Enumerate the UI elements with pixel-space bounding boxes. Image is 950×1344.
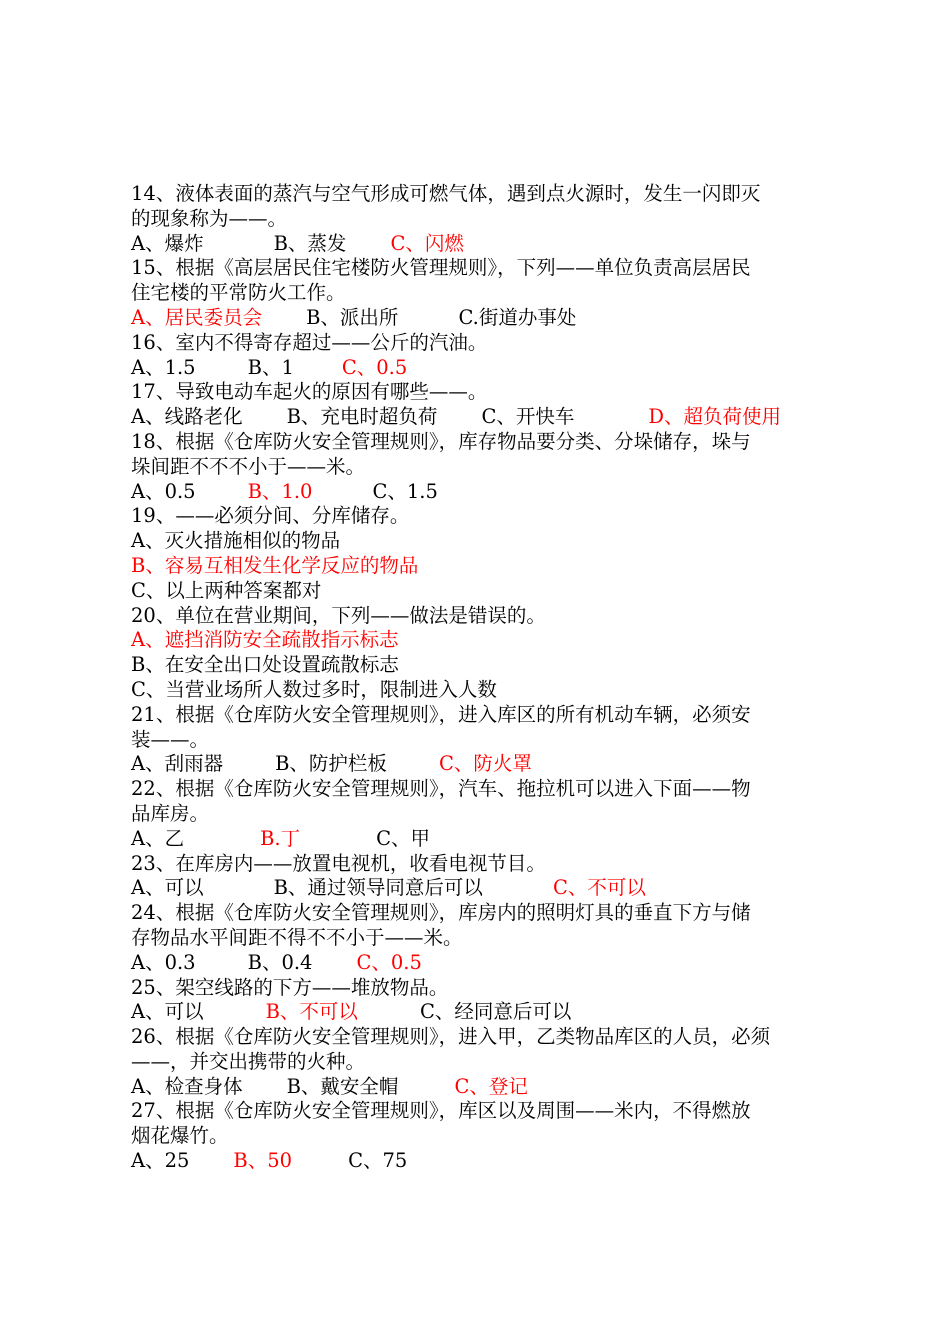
answer-option: A、可以 bbox=[131, 1000, 204, 1024]
answer-option: B、通过领导同意后可以 bbox=[273, 876, 483, 900]
question-text-line: 17、导致电动车起火的原因有哪些——。 bbox=[131, 380, 488, 404]
question-item bbox=[131, 604, 841, 703]
correct-answer-option: B、1.0 bbox=[247, 479, 313, 503]
question-list bbox=[131, 182, 841, 1174]
question-text-line: 24、根据《仓库防火安全管理规则》，库房内的照明灯具的垂直下方与储 bbox=[131, 901, 751, 925]
option-row bbox=[131, 951, 841, 976]
option-row bbox=[131, 876, 841, 901]
question-text-line: ——，并交出携带的火种。 bbox=[131, 1049, 366, 1073]
correct-answer-option: B.丁 bbox=[260, 826, 301, 850]
question-item bbox=[131, 1099, 841, 1173]
answer-option: A、1.5 bbox=[131, 355, 196, 379]
answer-option: A、检查身体 bbox=[131, 1074, 243, 1098]
question-text-line: 15、根据《高层居民住宅楼防火管理规则》，下列——单位负责高层居民 bbox=[131, 256, 751, 280]
answer-option: C、以上两种答案都对 bbox=[131, 578, 322, 602]
option-row bbox=[131, 1149, 841, 1174]
question-text-line: 19、——必须分间、分库储存。 bbox=[131, 504, 410, 528]
question-item bbox=[131, 901, 841, 975]
answer-option: B、戴安全帽 bbox=[286, 1074, 399, 1098]
option-row bbox=[131, 405, 841, 430]
answer-option: C、开快车 bbox=[481, 405, 575, 429]
answer-option: A、0.3 bbox=[131, 950, 196, 974]
question-text-line: 存物品水平间距不得不不小于——米。 bbox=[131, 925, 463, 949]
option-row bbox=[131, 752, 841, 777]
answer-option: C、甲 bbox=[376, 826, 431, 850]
option-row bbox=[131, 356, 841, 381]
answer-option: A、灭火措施相似的物品 bbox=[131, 529, 341, 553]
answer-option: B、派出所 bbox=[306, 305, 399, 329]
question-item bbox=[131, 703, 841, 777]
question-text-line: 的现象称为——。 bbox=[131, 206, 288, 230]
answer-option: C、当营业场所人数过多时，限制进入人数 bbox=[131, 677, 497, 701]
question-text-line: 18、根据《仓库防火安全管理规则》，库存物品要分类、分垛储存，垛与 bbox=[131, 429, 751, 453]
answer-option: B、在安全出口处设置疏散标志 bbox=[131, 653, 399, 677]
correct-answer-option: B、不可以 bbox=[265, 1000, 358, 1024]
question-item bbox=[131, 182, 841, 256]
question-text-line: 26、根据《仓库防火安全管理规则》，进入甲，乙类物品库区的人员，必须 bbox=[131, 1025, 771, 1049]
correct-answer-option: A、居民委员会 bbox=[131, 305, 263, 329]
answer-option: B、蒸发 bbox=[273, 231, 347, 255]
question-text-line: 14、液体表面的蒸汽与空气形成可燃气体，遇到点火源时，发生一闪即灭 bbox=[131, 182, 761, 205]
question-text-line: 烟花爆竹。 bbox=[131, 1124, 229, 1148]
answer-option: A、0.5 bbox=[131, 479, 196, 503]
answer-option: B、防护栏板 bbox=[275, 752, 387, 776]
correct-answer-option: C、0.5 bbox=[341, 355, 408, 379]
option-row bbox=[131, 306, 841, 331]
answer-option: A、刮雨器 bbox=[131, 752, 224, 776]
answer-option: A、可以 bbox=[131, 876, 204, 900]
correct-answer-option: C、防火罩 bbox=[438, 752, 532, 776]
option-row bbox=[131, 1075, 841, 1100]
correct-answer-option: B、容易互相发生化学反应的物品 bbox=[131, 553, 419, 577]
question-item bbox=[131, 380, 841, 430]
question-text-line: 21、根据《仓库防火安全管理规则》，进入库区的所有机动车辆，必须安 bbox=[131, 702, 751, 726]
question-text-line: 20、单位在营业期间，下列——做法是错误的。 bbox=[131, 603, 546, 627]
answer-option: A、爆炸 bbox=[131, 231, 204, 255]
correct-answer-option: C、不可以 bbox=[552, 876, 646, 900]
question-item bbox=[131, 852, 841, 902]
question-text-line: 品库房。 bbox=[131, 801, 210, 825]
answer-option: A、25 bbox=[131, 1149, 190, 1173]
question-item bbox=[131, 504, 841, 603]
correct-answer-option: C、0.5 bbox=[356, 950, 422, 974]
question-item bbox=[131, 777, 841, 851]
question-item bbox=[131, 256, 841, 330]
question-item bbox=[131, 1025, 841, 1099]
answer-option: B、充电时超负荷 bbox=[286, 405, 438, 429]
question-item bbox=[131, 430, 841, 504]
answer-option: C、75 bbox=[348, 1149, 408, 1173]
question-text-line: 垛间距不不不小于——米。 bbox=[131, 454, 366, 478]
option-row bbox=[131, 1000, 841, 1025]
answer-option: B、0.4 bbox=[247, 950, 313, 974]
answer-option: A、乙 bbox=[131, 826, 185, 850]
answer-option: C、经同意后可以 bbox=[419, 1000, 572, 1024]
correct-answer-option: A、遮挡消防安全疏散指示标志 bbox=[131, 628, 399, 652]
question-text-line: 27、根据《仓库防火安全管理规则》，库区以及周围——米内，不得燃放 bbox=[131, 1099, 751, 1123]
option-row bbox=[131, 480, 841, 505]
correct-answer-option: D、超负荷使用 bbox=[648, 405, 781, 429]
correct-answer-option: C、闪燃 bbox=[390, 231, 464, 255]
question-text-line: 16、室内不得寄存超过——公斤的汽油。 bbox=[131, 330, 488, 354]
question-text-line: 住宅楼的平常防火工作。 bbox=[131, 281, 346, 305]
answer-option: B、1 bbox=[247, 355, 294, 379]
option-row bbox=[131, 232, 841, 257]
question-item bbox=[131, 331, 841, 381]
option-row bbox=[131, 827, 841, 852]
answer-option: C.街道办事处 bbox=[458, 305, 577, 329]
question-text-line: 22、根据《仓库防火安全管理规则》，汽车、拖拉机可以进入下面——物 bbox=[131, 777, 751, 801]
question-text-line: 23、在库房内——放置电视机，收看电视节目。 bbox=[131, 851, 546, 875]
answer-option: A、线路老化 bbox=[131, 405, 243, 429]
question-text-line: 25、架空线路的下方——堆放物品。 bbox=[131, 975, 449, 999]
question-item bbox=[131, 976, 841, 1026]
correct-answer-option: C、登记 bbox=[454, 1074, 528, 1098]
answer-option: C、1.5 bbox=[372, 479, 438, 503]
correct-answer-option: B、50 bbox=[233, 1149, 293, 1173]
question-text-line: 装——。 bbox=[131, 727, 210, 751]
